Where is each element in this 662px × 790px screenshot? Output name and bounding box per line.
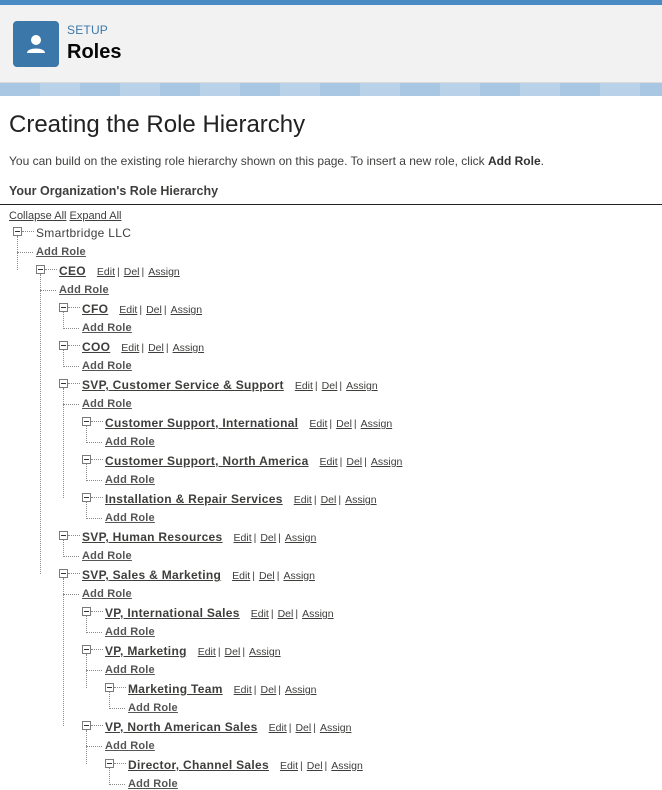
edit-link[interactable]: Edit bbox=[233, 684, 252, 696]
del-link[interactable]: Del bbox=[258, 570, 275, 582]
role-actions bbox=[251, 608, 334, 620]
tree-connector bbox=[40, 274, 41, 574]
collapse-toggle-icon[interactable] bbox=[82, 455, 91, 464]
add-role-link[interactable]: Add Role bbox=[105, 664, 155, 676]
role-customer-support-international-link[interactable]: Customer Support, International bbox=[105, 416, 299, 430]
collapse-toggle-icon[interactable] bbox=[82, 721, 91, 730]
tree-connector bbox=[86, 632, 102, 633]
separator: | bbox=[339, 380, 343, 392]
assign-link[interactable]: Assign bbox=[331, 760, 363, 772]
add-role-link[interactable]: Add Role bbox=[82, 322, 132, 334]
assign-link[interactable]: Assign bbox=[283, 570, 315, 582]
tree-connector bbox=[17, 252, 33, 253]
del-link[interactable]: Del bbox=[260, 684, 277, 696]
role-ceo-link[interactable]: CEO bbox=[59, 264, 86, 278]
separator: | bbox=[270, 608, 274, 620]
separator: | bbox=[313, 722, 316, 734]
edit-link[interactable]: Edit bbox=[119, 304, 138, 316]
tree-connector bbox=[63, 578, 64, 726]
tree-connector bbox=[68, 345, 80, 346]
role-actions bbox=[232, 570, 315, 582]
role-actions bbox=[234, 684, 317, 696]
tree-connector bbox=[86, 464, 87, 479]
edit-link[interactable]: Edit bbox=[121, 342, 140, 354]
separator: | bbox=[276, 570, 280, 582]
separator: | bbox=[329, 418, 333, 430]
tree-connector bbox=[68, 383, 80, 384]
tree-connector bbox=[22, 231, 34, 232]
tree-connector bbox=[17, 236, 18, 270]
add-role-link[interactable]: Add Role bbox=[105, 626, 155, 638]
separator: | bbox=[165, 342, 169, 354]
role-actions bbox=[320, 456, 403, 468]
role-actions bbox=[97, 266, 180, 278]
assign-link[interactable]: Assign bbox=[345, 494, 377, 506]
edit-link[interactable]: Edit bbox=[294, 380, 313, 392]
role-svp-customer-service-support-link[interactable]: SVP, Customer Service & Support bbox=[82, 378, 284, 392]
tree-connector bbox=[109, 784, 125, 785]
collapse-toggle-icon[interactable] bbox=[59, 341, 68, 350]
add-role-link[interactable]: Add Role bbox=[128, 702, 178, 714]
separator: | bbox=[364, 456, 367, 468]
separator: | bbox=[141, 342, 145, 354]
del-link[interactable]: Del bbox=[320, 494, 337, 506]
add-role-link[interactable]: Add Role bbox=[59, 284, 109, 296]
tree-connector bbox=[86, 442, 102, 443]
collapse-toggle-icon[interactable] bbox=[82, 645, 91, 654]
role-actions bbox=[269, 722, 352, 734]
assign-link[interactable]: Assign bbox=[360, 418, 393, 430]
tree-connector bbox=[91, 611, 103, 612]
tree-connector bbox=[91, 497, 103, 498]
assign-link[interactable]: Assign bbox=[319, 722, 352, 734]
edit-link[interactable]: Edit bbox=[233, 532, 252, 544]
tree-connector bbox=[86, 616, 87, 631]
tree-connector bbox=[109, 708, 125, 709]
del-link[interactable]: Del bbox=[346, 456, 363, 468]
separator: | bbox=[353, 418, 357, 430]
separator: | bbox=[117, 266, 120, 278]
separator: | bbox=[324, 760, 328, 772]
assign-link[interactable]: Assign bbox=[148, 266, 180, 278]
assign-link[interactable]: Assign bbox=[284, 532, 317, 544]
separator: | bbox=[278, 532, 281, 544]
assign-link[interactable]: Assign bbox=[249, 646, 281, 658]
role-customer-support-north-america-link[interactable]: Customer Support, North America bbox=[105, 454, 309, 468]
tree-connector bbox=[63, 540, 64, 555]
collapse-toggle-icon[interactable] bbox=[13, 227, 22, 236]
separator: | bbox=[338, 494, 342, 506]
role-vp-international-sales-link[interactable]: VP, International Sales bbox=[105, 606, 240, 620]
tree-connector bbox=[114, 763, 126, 764]
separator: | bbox=[139, 304, 143, 316]
role-vp-north-american-sales-link[interactable]: VP, North American Sales bbox=[105, 720, 258, 734]
role-actions bbox=[295, 380, 378, 392]
role-actions bbox=[294, 494, 377, 506]
assign-link[interactable]: Assign bbox=[170, 304, 203, 316]
tree-connector bbox=[68, 573, 80, 574]
separator: | bbox=[141, 266, 145, 278]
tree-connector bbox=[63, 328, 79, 329]
assign-link[interactable]: Assign bbox=[172, 342, 205, 354]
separator: | bbox=[314, 380, 318, 392]
tree-connector bbox=[63, 404, 79, 405]
header-eyebrow: SETUP bbox=[67, 23, 109, 37]
tree-connector bbox=[91, 421, 103, 422]
edit-link[interactable]: Edit bbox=[96, 266, 115, 278]
tree-connector bbox=[63, 556, 79, 557]
separator: | bbox=[295, 608, 299, 620]
add-role-link[interactable]: Add Role bbox=[105, 436, 155, 448]
assign-link[interactable]: Assign bbox=[370, 456, 403, 468]
collapse-toggle-icon[interactable] bbox=[59, 531, 68, 540]
separator: | bbox=[253, 532, 257, 544]
section-heading: Creating the Role Hierarchy bbox=[9, 111, 306, 138]
intro-bold: Add Role bbox=[487, 154, 541, 168]
collapse-toggle-icon[interactable] bbox=[59, 379, 68, 388]
tree-connector bbox=[114, 687, 126, 688]
separator: | bbox=[242, 646, 246, 658]
collapse-all-link[interactable]: Collapse All bbox=[9, 210, 67, 222]
edit-link[interactable]: Edit bbox=[232, 570, 251, 582]
hierarchy-title: Your Organization's Role Hierarchy bbox=[9, 184, 219, 198]
edit-link[interactable]: Edit bbox=[293, 494, 312, 506]
role-actions bbox=[121, 342, 204, 354]
collapse-toggle-icon[interactable] bbox=[105, 759, 114, 768]
role-actions bbox=[119, 304, 202, 316]
tree-connector bbox=[63, 388, 64, 498]
tree-connector bbox=[68, 535, 80, 536]
assign-link[interactable]: Assign bbox=[285, 684, 317, 696]
tree-connector bbox=[109, 692, 110, 707]
separator: | bbox=[163, 304, 167, 316]
tree-connector bbox=[86, 670, 102, 671]
tree-connector bbox=[45, 269, 57, 270]
tree-connector bbox=[86, 518, 102, 519]
del-link[interactable]: Del bbox=[260, 532, 277, 544]
del-link[interactable]: Del bbox=[295, 722, 312, 734]
edit-link[interactable]: Edit bbox=[279, 760, 299, 772]
collapse-toggle-icon[interactable] bbox=[82, 607, 91, 616]
del-link[interactable]: Del bbox=[123, 266, 140, 278]
tree-connector bbox=[91, 459, 103, 460]
role-coo-link[interactable]: COO bbox=[82, 340, 111, 354]
collapse-toggle-icon[interactable] bbox=[59, 303, 68, 312]
role-actions bbox=[280, 760, 363, 772]
role-svp-human-resources-link[interactable]: SVP, Human Resources bbox=[82, 530, 223, 544]
tree-connector bbox=[86, 480, 102, 481]
add-role-link[interactable]: Add Role bbox=[128, 778, 178, 790]
del-link[interactable]: Del bbox=[336, 418, 352, 430]
edit-link[interactable]: Edit bbox=[197, 646, 216, 658]
collapse-toggle-icon[interactable] bbox=[36, 265, 45, 274]
org-name: Smartbridge LLC bbox=[36, 226, 132, 240]
tree-connector bbox=[68, 307, 80, 308]
role-marketing-team-link[interactable]: Marketing Team bbox=[128, 682, 223, 696]
tree-connector bbox=[86, 502, 87, 517]
page-title: Roles bbox=[67, 41, 122, 63]
tree-connector bbox=[86, 746, 102, 747]
separator: | bbox=[278, 684, 281, 696]
collapse-toggle-icon[interactable] bbox=[82, 417, 91, 426]
tree-connector bbox=[40, 290, 56, 291]
role-actions bbox=[198, 646, 281, 658]
tree-connector bbox=[63, 594, 79, 595]
tree-connector bbox=[91, 725, 103, 726]
add-role-link[interactable]: Add Role bbox=[105, 512, 155, 524]
role-cfo-link[interactable]: CFO bbox=[82, 302, 109, 316]
collapse-toggle-icon[interactable] bbox=[59, 569, 68, 578]
tree-connector bbox=[63, 350, 64, 365]
del-link[interactable]: Del bbox=[277, 608, 294, 620]
add-role-link[interactable]: Add Role bbox=[82, 398, 132, 410]
assign-link[interactable]: Assign bbox=[302, 608, 334, 620]
tree-connector bbox=[63, 366, 79, 367]
separator: | bbox=[288, 722, 292, 734]
del-link[interactable]: Del bbox=[306, 760, 323, 772]
separator: | bbox=[339, 456, 343, 468]
add-role-link[interactable]: Add Role bbox=[105, 740, 155, 752]
tree-connector bbox=[86, 654, 87, 688]
add-role-link[interactable]: Add Role bbox=[105, 474, 155, 486]
add-role-link[interactable]: Add Role bbox=[36, 246, 86, 258]
intro-text: You can build on the existing role hierarchy shown on this page. To insert a new role, click Add Role. bbox=[9, 154, 544, 168]
tree-connector bbox=[86, 730, 87, 764]
role-installation-repair-services-link[interactable]: Installation & Repair Services bbox=[105, 492, 283, 506]
separator: | bbox=[217, 646, 221, 658]
role-director-channel-sales-link[interactable]: Director, Channel Sales bbox=[128, 758, 269, 772]
role-actions bbox=[309, 418, 392, 430]
del-link[interactable]: Del bbox=[146, 304, 162, 316]
role-svp-sales-marketing-link[interactable]: SVP, Sales & Marketing bbox=[82, 568, 222, 582]
role-actions bbox=[234, 532, 317, 544]
assign-link[interactable]: Assign bbox=[346, 380, 378, 392]
tree-connector bbox=[86, 426, 87, 441]
tree-connector bbox=[63, 312, 64, 327]
edit-link[interactable]: Edit bbox=[309, 418, 328, 430]
add-role-link[interactable]: Add Role bbox=[82, 588, 132, 600]
separator: | bbox=[300, 760, 303, 772]
del-link[interactable]: Del bbox=[148, 342, 164, 354]
add-role-link[interactable]: Add Role bbox=[82, 360, 132, 372]
expand-all-link[interactable]: Expand All bbox=[69, 210, 122, 222]
tree-connector bbox=[91, 649, 103, 650]
role-vp-marketing-link[interactable]: VP, Marketing bbox=[105, 644, 187, 658]
edit-link[interactable]: Edit bbox=[268, 722, 287, 734]
collapse-toggle-icon[interactable] bbox=[82, 493, 91, 502]
separator: | bbox=[313, 494, 317, 506]
edit-link[interactable]: Edit bbox=[319, 456, 338, 468]
del-link[interactable]: Del bbox=[224, 646, 241, 658]
collapse-toggle-icon[interactable] bbox=[105, 683, 114, 692]
separator: | bbox=[253, 684, 257, 696]
edit-link[interactable]: Edit bbox=[250, 608, 269, 620]
add-role-link[interactable]: Add Role bbox=[82, 550, 132, 562]
del-link[interactable]: Del bbox=[321, 380, 338, 392]
separator: | bbox=[252, 570, 255, 582]
